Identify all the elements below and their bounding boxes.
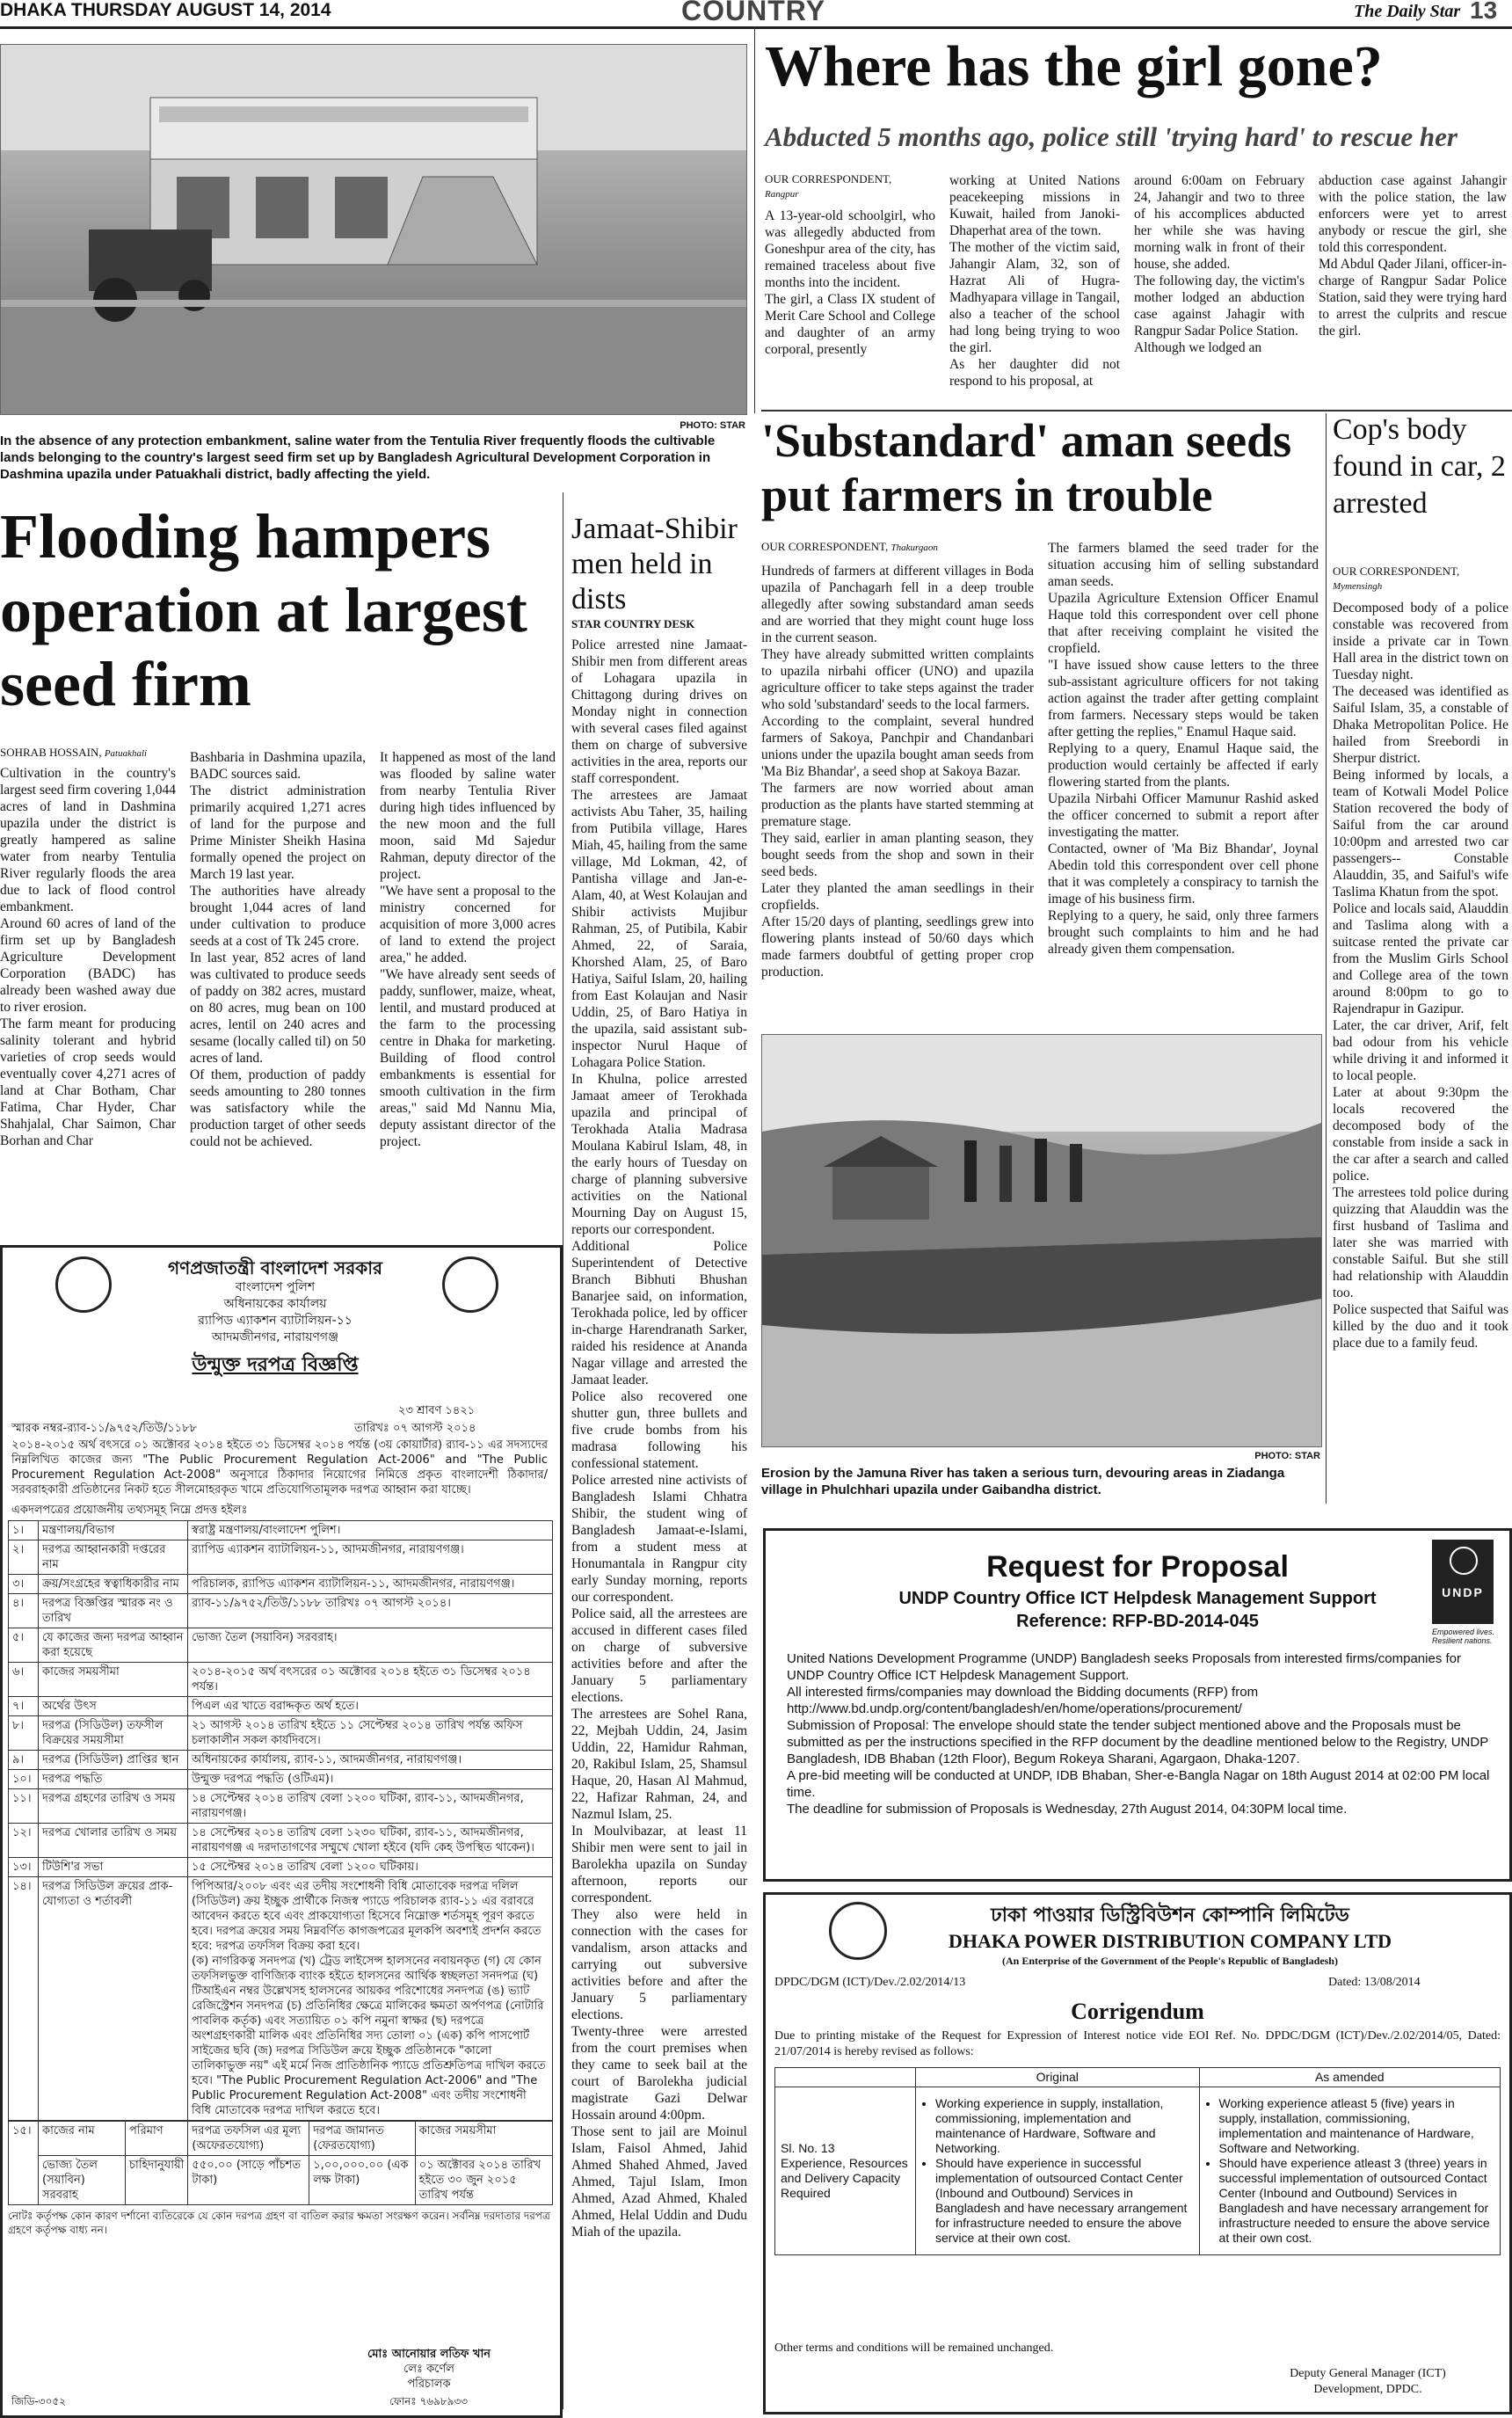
jamaat-headline: Jamaat-Shibir men held in dists: [571, 513, 738, 615]
tender-cell-n: ৭।: [9, 1697, 39, 1716]
tender-cell-v: উন্মুক্ত দরপত্র পদ্ধতি (ওটিএম)।: [188, 1770, 553, 1789]
tender-cell-v: স্বরাষ্ট্র মন্ত্রণালয়/বাংলাদেশ পুলিশ।: [188, 1521, 553, 1540]
aman-byline-place: Thakurgaon: [890, 543, 938, 553]
dpdc-th-amended: As amended: [1199, 2068, 1500, 2087]
undp-tagline-2: Resilient nations.: [1432, 1636, 1493, 1645]
tender-row: [9, 1716, 553, 1751]
section-label: COUNTRY: [681, 0, 826, 26]
tender-code: জিডি-৩০৫২: [11, 2395, 66, 2407]
tender-row: [9, 1751, 553, 1770]
tender-sub-cell-2: ৫৫০.০০ (সাড়ে পাঁচশত টাকা): [188, 2156, 309, 2205]
rfp-body: United Nations Development Programme (UNDP) Bangladesh seeks Proposals from interested firms/companies for UNDP Country Office ICT Helpdesk Management Support. All interested firms/companies may download the Bidding documents (RFP) from http://www.bd.undp.org/content/bangladesh/en/home/operations/procurement/ Submission of Proposal: The envelope should state the tender subject mentioned above and the Proposals must be submitted as per the instructions specified in the RFP document by the deadline mentioned below to the Registry, UNDP Bangladesh, IDB Bhaban (12th Floor), Begum Rokeya Sharani, Agargaon, Dhaka-1207. A pre-bid meeting will be conducted at UNDP, IDB Bhaban, Sher-e-Bangla Nagar on 18th August 2014 at 02:00 PM local time. The deadline for submission of Proposals is Wednesday, 27th August 2014, 04:30PM local time.: [787, 1651, 1490, 1817]
cop-byline-place: Mymensingh: [1333, 581, 1383, 592]
dpdc-corrigendum: [763, 1892, 1512, 2414]
erosion-photo: [761, 1034, 1322, 1447]
tender-cell-n: ১০।: [9, 1770, 39, 1789]
page-number: 13: [1470, 0, 1498, 24]
tender-sub-head-4: কাজের সময়সীমা: [415, 2122, 552, 2156]
girl-column-1: A 13-year-old schoolgirl, who was allegedly abducted from Goneshpur area of the city, has remained traceless about five months into the incident. The girl, a Class IX student of Merit Care School and College and daughter of an army corporal, presently: [765, 208, 935, 357]
erosion-photo-art: [762, 1035, 1321, 1446]
tender-date-bn: ২৩ শ্রাবণ ১৪২১: [398, 1404, 476, 1417]
column-divider: [754, 26, 755, 413]
rfp-reference: Reference: RFP-BD-2014-045: [1016, 1612, 1259, 1631]
undp-tagline: [1432, 1628, 1502, 1645]
tender-cell-v: অধিনায়কের কার্যালয়, র‌্যাব-১১, আদমজীনগর, নারায়ণগঞ্জ।: [188, 1751, 553, 1770]
seed-column-3: It happened as most of the land was flooded by saline water from nearby Tentulia River during high tides influenced by the new moon and the full moon, said Md Sajedur Rahman, deputy director of the project. "We have sent a proposal to the ministry concerned for acquisition of more 3,000 acres of land to extend the project area," he added. "We have already sent seeds of paddy, sunflower, maize, wheat, lentil, and mustard produced at the farm to the processing centre in Dhaka for marketing. Building of flood control embankments is essential for smooth cultivation in the firm areas," said Md Nannu Mia, deputy assistant director of the project.: [380, 750, 556, 1149]
dpdc-intro: Due to printing mistake of the Request for Expression of Interest notice vide EOI Ref. No. DPDC/DGM (ICT)/Dev./2.02/2014/05, Dated: 21/07/2014 is hereby revised as follows:: [774, 2029, 1501, 2058]
tender-table: [8, 1520, 553, 2121]
girl-headline: Where has the girl gone?: [765, 34, 1383, 98]
dpdc-logo-icon: [829, 1902, 887, 1960]
tender-table-wrap: [8, 1520, 553, 2237]
tender-row: [9, 1858, 553, 1877]
tender-row: [9, 1628, 553, 1663]
tender-row: [9, 1540, 553, 1575]
dpdc-amended-1: • Working experience atleast 5 (five) years in supply, installation, commissioning, implementation and maintenance of Hardware, Software and Networking.: [1219, 2096, 1494, 2156]
girl-column-4: abduction case against Jahangir with the police station, the law enforcers were yet to arrest anybody or rescue the girl, she told this correspondent. Md Abdul Qader Jilani, officer-in-charge of Rangpur Sadar Police Station, said they were trying hard to arrest the culprits and rescue the girl.: [1319, 173, 1507, 339]
dpdc-footer: Other terms and conditions will be remained unchanged.: [774, 2342, 1054, 2355]
tender-cell-n: ১৪।: [9, 1877, 39, 2121]
tender-title: উন্মুক্ত দরপত্র বিজ্ঞপ্তি: [192, 1354, 359, 1376]
rfp-subtitle: UNDP Country Office ICT Helpdesk Management Support: [898, 1589, 1377, 1608]
tender-cell-n: ৬।: [9, 1663, 39, 1697]
tender-sub-cell-3: ১,০০,০০০.০০ (এক লক্ষ টাকা): [309, 2156, 415, 2205]
tender-cell-n: ৫।: [9, 1628, 39, 1663]
girl-byline-place: Rangpur: [765, 189, 799, 200]
tender-cell-n: ৯।: [9, 1751, 39, 1770]
tender-cell-k: দরপত্র বিজ্ঞপ্তির স্মারক নং ও তারিখ: [39, 1594, 188, 1628]
tender-sub-head-0: কাজের নাম: [39, 2122, 126, 2156]
tender-cell-k: দরপত্র খোলার তারিখ ও সময়: [39, 1824, 188, 1858]
tender-cell-k: দরপত্র পদ্ধতি: [39, 1770, 188, 1789]
tender-cell-v: ১৫ সেপ্টেম্বর ২০১৪ তারিখ বেলা ১২০০ ঘটিকায়।: [188, 1858, 553, 1877]
aman-column-1: Hundreds of farmers at different villages in Boda upazila of Panchagarh fell in a deep trouble allegedly after sowing substandard aman seeds and are worried that they might count huge loss in the current season. They have already submitted written complaints to upazila nirbahi officer (UNO) and upazila agriculture officer to take steps against the trader who sold 'substandard' seeds to the local farmers. According to the complaint, several hundred farmers of Sakoya, Panchpir and Chandanbari unions under the upazila bought aman seeds from 'Ma Biz Bhandar', a seed shop at Sakoya Bazar. The farmers are now worried about aman production as the plants have started stemming at premature stage. They said, earlier in aman planting season, they bought seeds from the shop and sown in their seed beds. Later they planted the aman seedlings in their cropfields. After 15/20 days of planting, seedlings grew into flowering plants instead of 50/60 days which made farmers doubtful of getting proper crop production.: [761, 564, 1034, 980]
tender-row: [9, 1697, 553, 1716]
dpdc-row-label: Sl. No. 13 Experience, Resources and Delivery Capacity Required: [775, 2087, 916, 2255]
girl-column-2: working at United Nations peacekeeping missions in Kuwait, hailed from Janoki-Dhaperhat area of the town. The mother of the victim said, Jahangir Alam, 32, son of Hazrat Ali of Hugra-Madhyapara village in Tangail, also a teacher of the school had long being trying to woo the girl. As her daughter did not respond to his proposal, at: [949, 173, 1120, 389]
tender-cell-v: ভোজ্য তৈল (সয়াবিন) সরবরাহ।: [188, 1628, 553, 1663]
tender-cell-k: মন্ত্রণালয়/বিভাগ: [39, 1521, 188, 1540]
tender-signature: [319, 2347, 539, 2392]
police-emblem-icon: [55, 1256, 112, 1313]
dpdc-sign-2: Development, DPDC.: [1313, 2383, 1422, 2396]
rab-emblem-icon: [442, 1256, 498, 1313]
tender-cell-v: র‌্যাপিড এ্যাকশন ব্যাটালিয়ন-১১, আদমজীনগর, নারায়ণগঞ্জ।: [188, 1540, 553, 1575]
tender-sub-n: ১৫।: [9, 2122, 39, 2205]
seed-byline-place: Patuakhali: [104, 748, 148, 759]
tender-cell-v: পিএল এর খাতে বরাদ্দকৃত অর্থ হতে।: [188, 1697, 553, 1716]
tender-cell-k: অর্থের উৎস: [39, 1697, 188, 1716]
cop-byline: [1333, 564, 1508, 593]
undp-logo: [1432, 1540, 1494, 1624]
tender-sub-head-3: দরপত্র জামানত (ফেরতযোগ্য): [309, 2122, 415, 2156]
rfp-title: Request for Proposal: [986, 1550, 1289, 1584]
dpdc-original-1: • Working experience in supply, installation, commissioning, implementation and maintenance of Hardware, Software and Networking.: [935, 2096, 1194, 2156]
dpdc-ref: DPDC/DGM (ICT)/Dev./2.02/2014/13: [774, 1976, 966, 1989]
tender-phone: ফোনঃ ৭৬৯৮৯৩৩: [389, 2395, 469, 2407]
tender-cell-n: ১।: [9, 1521, 39, 1540]
dpdc-name-bn: ঢাকা পাওয়ার ডিস্ট্রিবিউশন কোম্পানি লিমিটেড: [991, 1905, 1349, 1926]
tender-row: [9, 1594, 553, 1628]
dateline: DHAKA THURSDAY AUGUST 14, 2014: [0, 0, 331, 20]
aman-byline: [761, 540, 1043, 554]
undp-logo-text: UNDP: [1442, 1585, 1484, 1599]
un-globe-icon: [1450, 1547, 1478, 1575]
tender-sub-head-1: পরিমাণ: [126, 2122, 188, 2156]
seed-headline: Flooding hampers operation at largest seed firm: [0, 501, 527, 719]
jamaat-byline: STAR COUNTRY DESK: [571, 617, 695, 630]
tender-notice: [0, 1245, 563, 2418]
undp-tagline-1: Empowered lives.: [1432, 1628, 1495, 1636]
tender-info: একদলপত্রের প্রয়োজনীয় তথ্যসমূহ নিম্নে প্রদত্ত হইলঃ: [11, 1504, 248, 1517]
tender-sub-head-2: দরপত্র তফসিল এর মূল্য (অফেরতযোগ্য): [188, 2122, 309, 2156]
tender-cell-v: ২১ আগস্ট ২০১৪ তারিখ হইতে ১১ সেপ্টেম্বর ২০১৪ তারিখ পর্যন্ত অফিস চলাকালীন সকল কার্যদিবসে।: [188, 1716, 553, 1751]
tender-sub-table: [8, 2121, 553, 2205]
seed-byline-name: SOHRAB HOSSAIN,: [0, 746, 102, 759]
tender-org-4: আদমজীনগর, নারায়ণগঞ্জ: [211, 1330, 339, 1344]
tender-row: [9, 1789, 553, 1824]
tender-row: [9, 1770, 553, 1789]
cop-byline-name: OUR CORRESPONDENT,: [1333, 564, 1460, 578]
tender-sign-rank: লেঃ কর্ণেল: [403, 2363, 454, 2376]
jamaat-column: Police arrested nine Jamaat-Shibir men from different areas of Lohagara upazila in Chittagong during drives on Monday night in connection with several cases filed against them on charge of subversive activities in the area, reports our staff correspondent. The arrestees are Jamaat activists Abu Taher, 35, hailing from Putibila village, Hares Miah, 45, hailing from the same village, Md Lokman, 42, of Pantisha village and Jan-e-Alam, 40, at West Kolaujan and Shibir activists Mujibur Rahman, 25, of Putibila, Kabir Ahmed, 22, of Saraia, Khorshed Alam, 25, of Baro Hatiya, Saiful Islam, 20, hailing from East Kolaujan and Nasir Uddin, 25, of Baro Hatiya in the upazila, said assistant sub-inspector Nurul Haque of Lohagara Police Station. In Khulna, police arrested Jamaat ameer of Terokhada upazila and principal of Terokhada Atalia Madrasa Moulana Kabirul Islam, 48, in the early hours of Tuesday on charge of planning subversive activities on the National Mourning Day on August 15, reports our correspondent. Additional Police Superintendent of Detective Branch Bibhuti Bhushan Banarjee said, on information, Terokhada police, led by officer in-charge Harendranath Sarker, raided his residence at Ananda Nagar village and arrested the Jamaat leader. Police also recovered one shutter gun, three bullets and five crude bombs from his madrasa following his confessional statement. Police arrested nine activists of Bangladesh Islami Chhatra Shibir, the student wing of Bangladesh Jamaat-e-Islami, from a student mess at Honumantala in Rangpur city early Sunday morning, reports our correspondent. Police said, all the arrestees are accused in different cases filed on charge of subversive activities before and after the January 5 parliamentary elections. The arrestees are Sohel Rana, 22, Mejbah Uddin, 24, Jasim Uddin, 22, Hamidur Rahman, 20, Rakibul Islam, 25, Shamsul Haque, 20, Hasan Al Mahmud, 22, Hafizar Rahman, 24, and Nazmul Islam, 25. In Moulvibazar, at least 11 Shibir men were sent to jail in Barolekha upazila on Sunday afternoon, reports our correspondent. They also were held in connection with the cases for vandalism, arson attacks and carrying out subversive activities before and after the January 5 parliamentary elections. Twenty-three were arrested from the court premises when they came to seek bail at the court of Barolekha judicial magistrate Gazi Delwar Hossain around 4:00pm. Those sent to jail are Moinul Islam, Faisol Ahmed, Jahid Ahmed Shahed Ahmed, Javed Ahmed, Tajul Islam, Imon Ahmed, Azad Ahmed, Khaled Ahmed, Helal Uddin and Dudu Miah of the upazila.: [571, 637, 747, 2240]
dpdc-signature: [1240, 2366, 1495, 2398]
erosion-photo-credit: PHOTO: STAR: [1254, 1451, 1320, 1461]
girl-byline: [765, 172, 941, 200]
tender-cell-k: দরপত্র গ্রহণের তারিখ ও সময়: [39, 1789, 188, 1824]
tender-cell-v: ২০১৪-২০১৫ অর্থ বৎসরের ০১ অক্টোবর ২০১৪ হইতে ৩১ ডিসেম্বর ২০১৪ পর্যন্ত।: [188, 1663, 553, 1697]
seed-column-1: Cultivation in the country's largest seed firm covering 1,044 acres of land in Dashmina upazila under the district is greatly hampered as saline water from nearby Tentulia River regularly floods the area due to lack of flood control embankment. Around 60 acres of land of the firm set up by Bangladesh Agriculture Development Corporation (BADC) has already been washed away due to river erosion. The farm meant for producing salinity tolerant and hybrid varieties of crop seeds would eventually cover 4,271 acres of land at Char Botham, Char Fatima, Char Hyder, Char Shahjalal, Char Saimon, Char Borhan and Char: [0, 766, 176, 1148]
girl-byline-name: OUR CORRESPONDENT,: [765, 172, 892, 186]
tender-date: [354, 1420, 476, 1438]
tender-sign-title: পরিচালক: [407, 2378, 451, 2391]
tender-cell-k: টিউশি'র সভা: [39, 1858, 188, 1877]
tender-cell-n: ৮।: [9, 1716, 39, 1751]
tender-cell-n: ১২।: [9, 1824, 39, 1858]
tender-cell-n: ৪।: [9, 1594, 39, 1628]
tender-row: [9, 1575, 553, 1594]
tender-row: [9, 1877, 553, 2121]
tender-cell-v: ১৪ সেপ্টেম্বর ২০১৪ তারিখ বেলা ১২৩০ ঘটিকা, র‌্যাব-১১, আদমজীনগর, নারায়ণগঞ্জ এ দরদাতাগণের সম্মুখে খোলা হইবে (যদি কেহ উপস্থিত থাকেন)।: [188, 1824, 553, 1858]
cop-headline: Cop's body found in car, 2 arrested: [1333, 413, 1506, 520]
tender-cell-n: ১৩।: [9, 1858, 39, 1877]
tender-row: [9, 1663, 553, 1697]
tender-cell-v: পরিচালক, র‌্যাপিড এ্যাকশন ব্যাটালিয়ন-১১, আদমজীনগর, নারায়ণগঞ্জ।: [188, 1575, 553, 1594]
tender-cell-n: ৩।: [9, 1575, 39, 1594]
paper-name: The Daily Star: [1354, 2, 1461, 21]
dpdc-sign-1: Deputy General Manager (ICT): [1290, 2367, 1446, 2380]
tender-gov: গণপ্রজাতন্ত্রী বাংলাদেশ সরকার: [168, 1257, 382, 1278]
tender-note: নোটঃ কর্তৃপক্ষ কোন কারণ দর্শানো ব্যতিরেকে যে কোন দরপত্র গ্রহণ বা বাতিল করার ক্ষমতা সংরক্ষণ করেন। সর্বনিম্ন দরদাতার দরপত্র গ্রহণে কর্তৃপক্ষ বাধ্য নন।: [8, 2210, 550, 2236]
girl-subhead: Abducted 5 months ago, police still 'trying hard' to rescue her: [765, 121, 1457, 152]
tender-org-2: অধিনায়কের কার্যালয়: [223, 1297, 327, 1311]
aman-headline: 'Substandard' aman seeds put farmers in trouble: [761, 414, 1292, 521]
tender-row: [9, 1521, 553, 1540]
dpdc-tagline: (An Enterprise of the Government of the People's Republic of Bangladesh): [1002, 1955, 1338, 1967]
dpdc-name-en: DHAKA POWER DISTRIBUTION COMPANY LTD: [948, 1930, 1392, 1952]
tender-sign-name: মোঃ আনোয়ার লতিফ খান: [367, 2348, 491, 2361]
dpdc-original-2: • Should have experience in successful implementation of outsourced Contact Center (Inbound and Outbound) Services in Bangladesh and have necessary arrangement for infrastructure needed to ensure the above service at their own cost.: [935, 2156, 1194, 2246]
page-header: [0, 0, 1512, 29]
column-divider: [1326, 413, 1327, 1504]
tender-memo: স্মারক নম্বর-র‌্যাব-১১/৯৭৫২/তিউ/১১৮৮: [11, 1422, 197, 1435]
tender-sub-cell-1: চাহিদানুযায়ী: [126, 2156, 188, 2205]
tender-cell-k: দরপত্র সিডিউল ক্রয়ের প্রাক-যোগ্যতা ও শর্তাবলী: [39, 1877, 188, 2121]
tender-date-label: তারিখঃ: [354, 1422, 389, 1435]
girl-column-3: around 6:00am on February 24, Jahangir and two to three of his accomplices abducted her while she was having morning walk in front of their house, she added. The following day, the victim's mother lodged an abduction case against Jahagir with Rangpur Sadar Police Station. Although we lodged an: [1134, 173, 1305, 355]
seed-firm-photo-art: [1, 45, 746, 414]
seed-photo-credit: PHOTO: STAR: [680, 420, 745, 431]
erosion-photo-caption: Erosion by the Jamuna River has taken a serious turn, devouring areas in Ziadanga village in Phulchhari upazila under Gaibandha district.: [761, 1466, 1285, 1497]
tender-cell-k: কাজের সময়সীমা: [39, 1663, 188, 1697]
seed-photo-caption: In the absence of any protection embankment, saline water from the Tentulia River frequently floods the cultivable lands belonging to the country's largest seed firm set up by Bangladesh Agricultural Development Corporation in Dashmina upazila under Patuakhali district, badly affecting the yield.: [0, 433, 716, 482]
tender-cell-k: দরপত্র আহ্বানকারী দপ্তরের নাম: [39, 1540, 188, 1575]
tender-row: [9, 1824, 553, 1858]
tender-sub-cell-4: ০১ অক্টোবর ২০১৪ তারিখ হইতে ৩০ জুন ২০১৫ তারিখ পর্যন্ত: [415, 2156, 552, 2205]
dpdc-date: Dated: 13/08/2014: [1328, 1976, 1421, 1989]
tender-cell-v: ১৪ সেপ্টেম্বর ২০১৪ তারিখ বেলা ১২০০ ঘটিকা, র‌্যাব-১১, আদমজীনগর, নারায়ণগঞ্জ।: [188, 1789, 553, 1824]
seed-firm-photo: [0, 44, 747, 415]
dpdc-amended-2: • Should have experience atleast 3 (three) years in successful implementation of outsourced Contact Center (Inbound and Outbound) Services in Bangladesh and have necessary arrangement for infrastructure needed to ensure the above service at their own cost.: [1219, 2156, 1494, 2246]
tender-date-en: ০৭ আগস্ট ২০১৪: [393, 1422, 476, 1435]
aman-column-2: The farmers blamed the seed trader for the situation accusing him of selling substandard aman seeds. Upazila Agriculture Extension Officer Enamul Haque told this correspondent over cell phone that after receiving complaint he visited the cropfield. "I have issued show cause letters to the three sub-assistant agriculture officers for not taking action against the trader after getting complaint from farmers. Necessary steps would be taken after getting the replies," Enamul Haque said. Replying to a query, Enamul Haque said, the production would certainly be affected if early flowering started from the plants. Upazila Nirbahi Officer Mamunur Rashid asked the officer concerned to submit a report after investigating the matter. Contacted, owner of 'Ma Biz Bhandar', Joynal Abedin told this correspondent over cell phone that it was completely a conspiracy to tarnish the image of his business firm. Replying to a query, he said, only three farmers brought such complaints to him and he had already given them compensation.: [1048, 541, 1319, 957]
tender-cell-n: ২।: [9, 1540, 39, 1575]
tender-cell-k: যে কাজের জন্য দরপত্র আহ্বান করা হয়েছে: [39, 1628, 188, 1663]
tender-sub-cell-0: ভোজ্য তৈল (সয়াবিন) সরবরাহ: [39, 2156, 126, 2205]
seed-byline: [0, 746, 185, 760]
tender-org-3: র‌্যাপিড এ্যাকশন ব্যাটালিয়ন-১১: [198, 1314, 353, 1328]
aman-byline-name: OUR CORRESPONDENT,: [761, 540, 889, 553]
rfp-ad: [763, 1528, 1512, 1882]
tender-cell-k: দরপত্র (সিডিউল) প্রাপ্তির স্থান: [39, 1751, 188, 1770]
tender-cell-v: পিপিআর/২০০৮ এবং এর তদীয় সংশোধনী বিধি মোতাবেক দরপত্র দলিল (সিডিউল) ক্রয় ইচ্ছুক প্রার্থীকে নিজস্ব প্যাডে পরিচালক র‌্যাব-১১ এর বরাবরে আবেদন করতে হবে এবং প্রাকযোগ্যতা হিসেবে নিম্নোক্ত শর্তসমূহ পূরণ করতে হবে। দরপত্র ক্রয়ের সময় নিম্নবর্ণিত কাগজপত্রের মূলকপি অবশ্যই প্রদর্শন করতে হবে: দরপত্র তফসিল বিক্রয় করা হবে। (ক) নাগরিকত্ব সনদপত্র (খ) ট্রেড লাইসেন্স হালসনের নবায়নকৃত (গ) যে কোন তফসিলভুক্ত বাণিজ্যিক ব্যাংক হইতে হালসনের আর্থিক স্বচ্ছলতা সনদপত্র (ঘ) টিআইএন নম্বর উল্লেখসহ হালসনের আয়কর পরিশোধের সনদপত্র (ঙ) ভ্যাট রেজিস্ট্রেশন সনদপত্র (চ) প্রতিনিধির ক্ষেত্রে মালিকের ক্ষমতা অর্পণপত্র (নোটারি পাবলিক কর্তৃক) এবং সত্যায়িত ০১ কপি নমুনা স্বাক্ষর (ছ) দরপত্রে অংশগ্রহণকারী মালিক এবং প্রতিনিধির সদ্য তোলা ০১ (এক) কপি পাসপোর্ট সাইজের ছবি (জ) দরপত্র সিডিউল ক্রয়ে ইচ্ছুক প্রতিষ্ঠানকে "কালো তালিকাভুক্ত নয়" এই মর্মে নিজ প্রাতিষ্ঠানিক প্যাডে প্রতিশ্রুতিপত্র দাখিল করতে হবে। "The Public Procurement Regulation Act-2006" and "The Public Procurement Regulation Act-2008" এবং তদীয় সংশোধনী বিধি মোতাবেক দরপত্র দাখিল করতে হবে।: [188, 1877, 553, 2121]
dpdc-title: Corrigendum: [1071, 1999, 1204, 2024]
tender-cell-k: ক্রয়/সংগ্রহের স্বত্বাধিকারীর নাম: [39, 1575, 188, 1594]
tender-org-1: বাংলাদেশ পুলিশ: [235, 1280, 316, 1294]
tender-cell-k: দরপত্র (সিডিউল) তফসীল বিক্রয়ের সময়সীমা: [39, 1716, 188, 1751]
tender-cell-v: র‌্যাব-১১/৯৭৫২/তিউ/১১৮৮ তারিখঃ ০৭ আগস্ট ২০১৪।: [188, 1594, 553, 1628]
dpdc-table: [774, 2067, 1501, 2255]
cop-column: Decomposed body of a police constable was recovered from inside a private car in Town Hall area in the district town on Tuesday night. The deceased was identified as Saiful Islam, 35, a constable of Dhaka Metropolitan Police. He hailed from Sreebordi in Sherpur district. Being informed by locals, a team of Kotwali Model Police Station recovered the body of Saiful from the car around 10:00pm and arrested two car passengers-- Constable Alauddin, 35, and Saiful's wife Taslima Khatun from the spot. Police and locals said, Alauddin and Taslima along with a suitcase rented the private car from the Muslim Girls School and College area of the town around 8:00pm to go to Rajendrapur in Gazipur. Later, the car driver, Arif, felt bad odour from his vehicle while driving it and informed it to local people. Later at about 9:30pm the locals recovered the decomposed body of the constable from inside a sack in the car after a search and called police. The arrestees told police during quizzing that Alauddin was the first husband of Taslima and later she was married with constable Saiful. But she still had relationship with Alauddin too. Police suspected that Saiful was killed by the duo and it took place due to a family feud.: [1333, 601, 1508, 1351]
dpdc-th-original: Original: [916, 2068, 1200, 2087]
tender-cell-n: ১১।: [9, 1789, 39, 1824]
tender-intro: ২০১৪-২০১৫ অর্থ বৎসরে ০১ অক্টোবর ২০১৪ হইতে ৩১ ডিসেম্বর ২০১৪ পর্যন্ত (৩য় কোয়ার্টার) র‌্যাব-১১ এর সদস্যদের নিম্নলিখিত কাজের জন্য "The Public Procurement Regulation Act-2006" and "The Public Procurement Regulation Act-2008" অনুসারে ঠিকাদার নিয়োগের নিমিত্তে প্রকৃত বাংলাদেশী ঠিকাদার/সরবরাহকারী প্রতিষ্ঠানের নিকট হতে সীলমোহরকৃত খামে প্রতিযোগিতামূলক দরপত্র আহ্বান করা যাচ্ছে।: [11, 1438, 548, 1497]
seed-column-2: Bashbaria in Dashmina upazila, BADC sources said. The district administration primarily acquired 1,271 acres of land for the purpose and Prime Minister Sheikh Hasina formally opened the project on March 19 last year. The authorities have already brought 1,044 acres of land under cultivation to produce seeds at a cost of Tk 245 crore. In last year, 852 acres of land was cultivated to produce seeds of paddy on 382 acres, mustard on 80 acres, mug bean on 100 acres, lentil on 240 acres and sesame (locally called til) on 50 acres of land. Of them, production of paddy seeds amounting to 280 tonnes was satisfactory while the production target of other seeds could not be achieved.: [190, 750, 366, 1149]
